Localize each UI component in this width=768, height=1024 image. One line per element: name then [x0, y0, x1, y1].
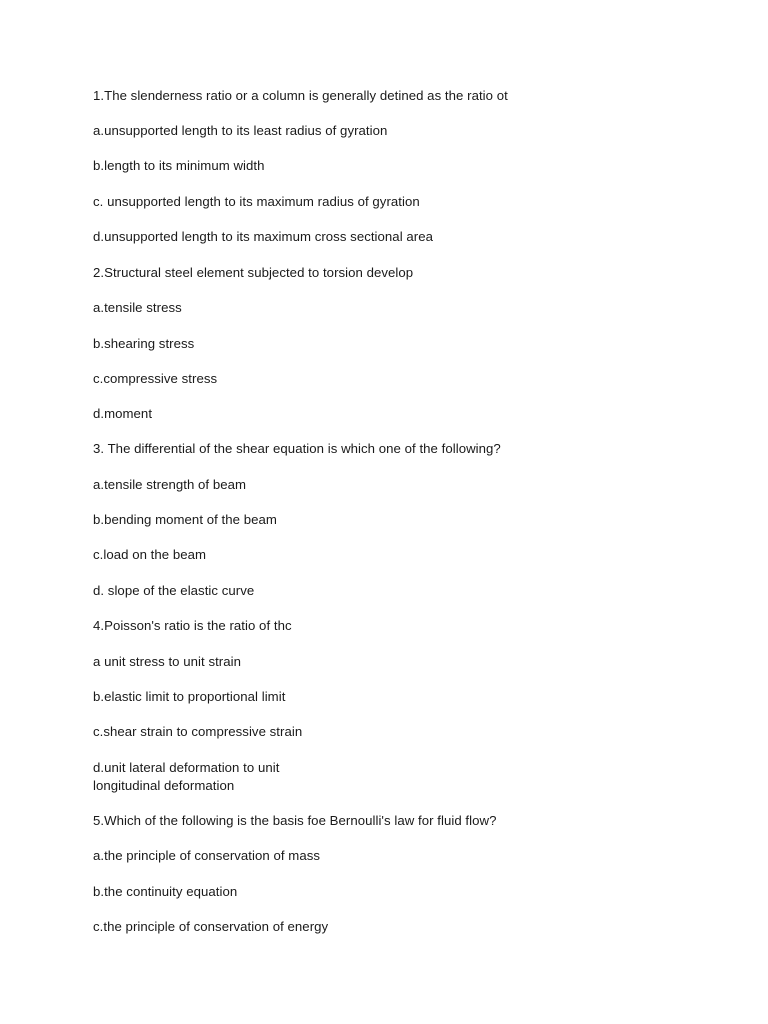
question-4-option-a: a unit stress to unit strain	[93, 654, 241, 669]
question-5-option-c: c.the principle of conservation of energy	[93, 919, 329, 934]
question-3-option-a: a.tensile strength of beam	[93, 477, 247, 492]
question-3-text: 3. The differential of the shear equation is which one of the following?	[93, 441, 501, 456]
question-2-option-a: a.tensile stress	[93, 300, 182, 315]
question-1-option-b: b.length to its minimum width	[93, 158, 265, 173]
question-3-option-c: c.load on the beam	[93, 547, 207, 562]
question-4-option-b: b.elastic limit to proportional limit	[93, 689, 286, 704]
question-4-text: 4.Poisson's ratio is the ratio of thc	[93, 618, 292, 633]
question-3-option-d: d. slope of the elastic curve	[93, 583, 255, 598]
question-4-option-d-line-2: longitudinal deformation	[93, 778, 235, 793]
question-2-option-b: b.shearing stress	[93, 336, 195, 351]
question-1-option-a: a.unsupported length to its least radius of gyration	[93, 123, 388, 138]
question-2-option-c: c.compressive stress	[93, 371, 218, 386]
question-5-text: 5.Which of the following is the basis foe Bernoulli's law for fluid flow?	[93, 813, 497, 828]
question-5-option-b: b.the continuity equation	[93, 884, 238, 899]
question-2-option-d: d.moment	[93, 406, 153, 421]
question-2-text: 2.Structural steel element subjected to torsion develop	[93, 265, 414, 280]
question-1-text: 1.The slenderness ratio or a column is generally detined as the ratio ot	[93, 88, 508, 103]
question-3-option-b: b.bending moment of the beam	[93, 512, 277, 527]
question-4-option-c: c.shear strain to compressive strain	[93, 724, 303, 739]
question-4-option-d-line-1: d.unit lateral deformation to unit	[93, 760, 280, 775]
question-5-option-a: a.the principle of conservation of mass	[93, 848, 320, 863]
question-1-option-d: d.unsupported length to its maximum cross sectional area	[93, 229, 433, 244]
question-1-option-c: c. unsupported length to its maximum radius of gyration	[93, 194, 420, 209]
